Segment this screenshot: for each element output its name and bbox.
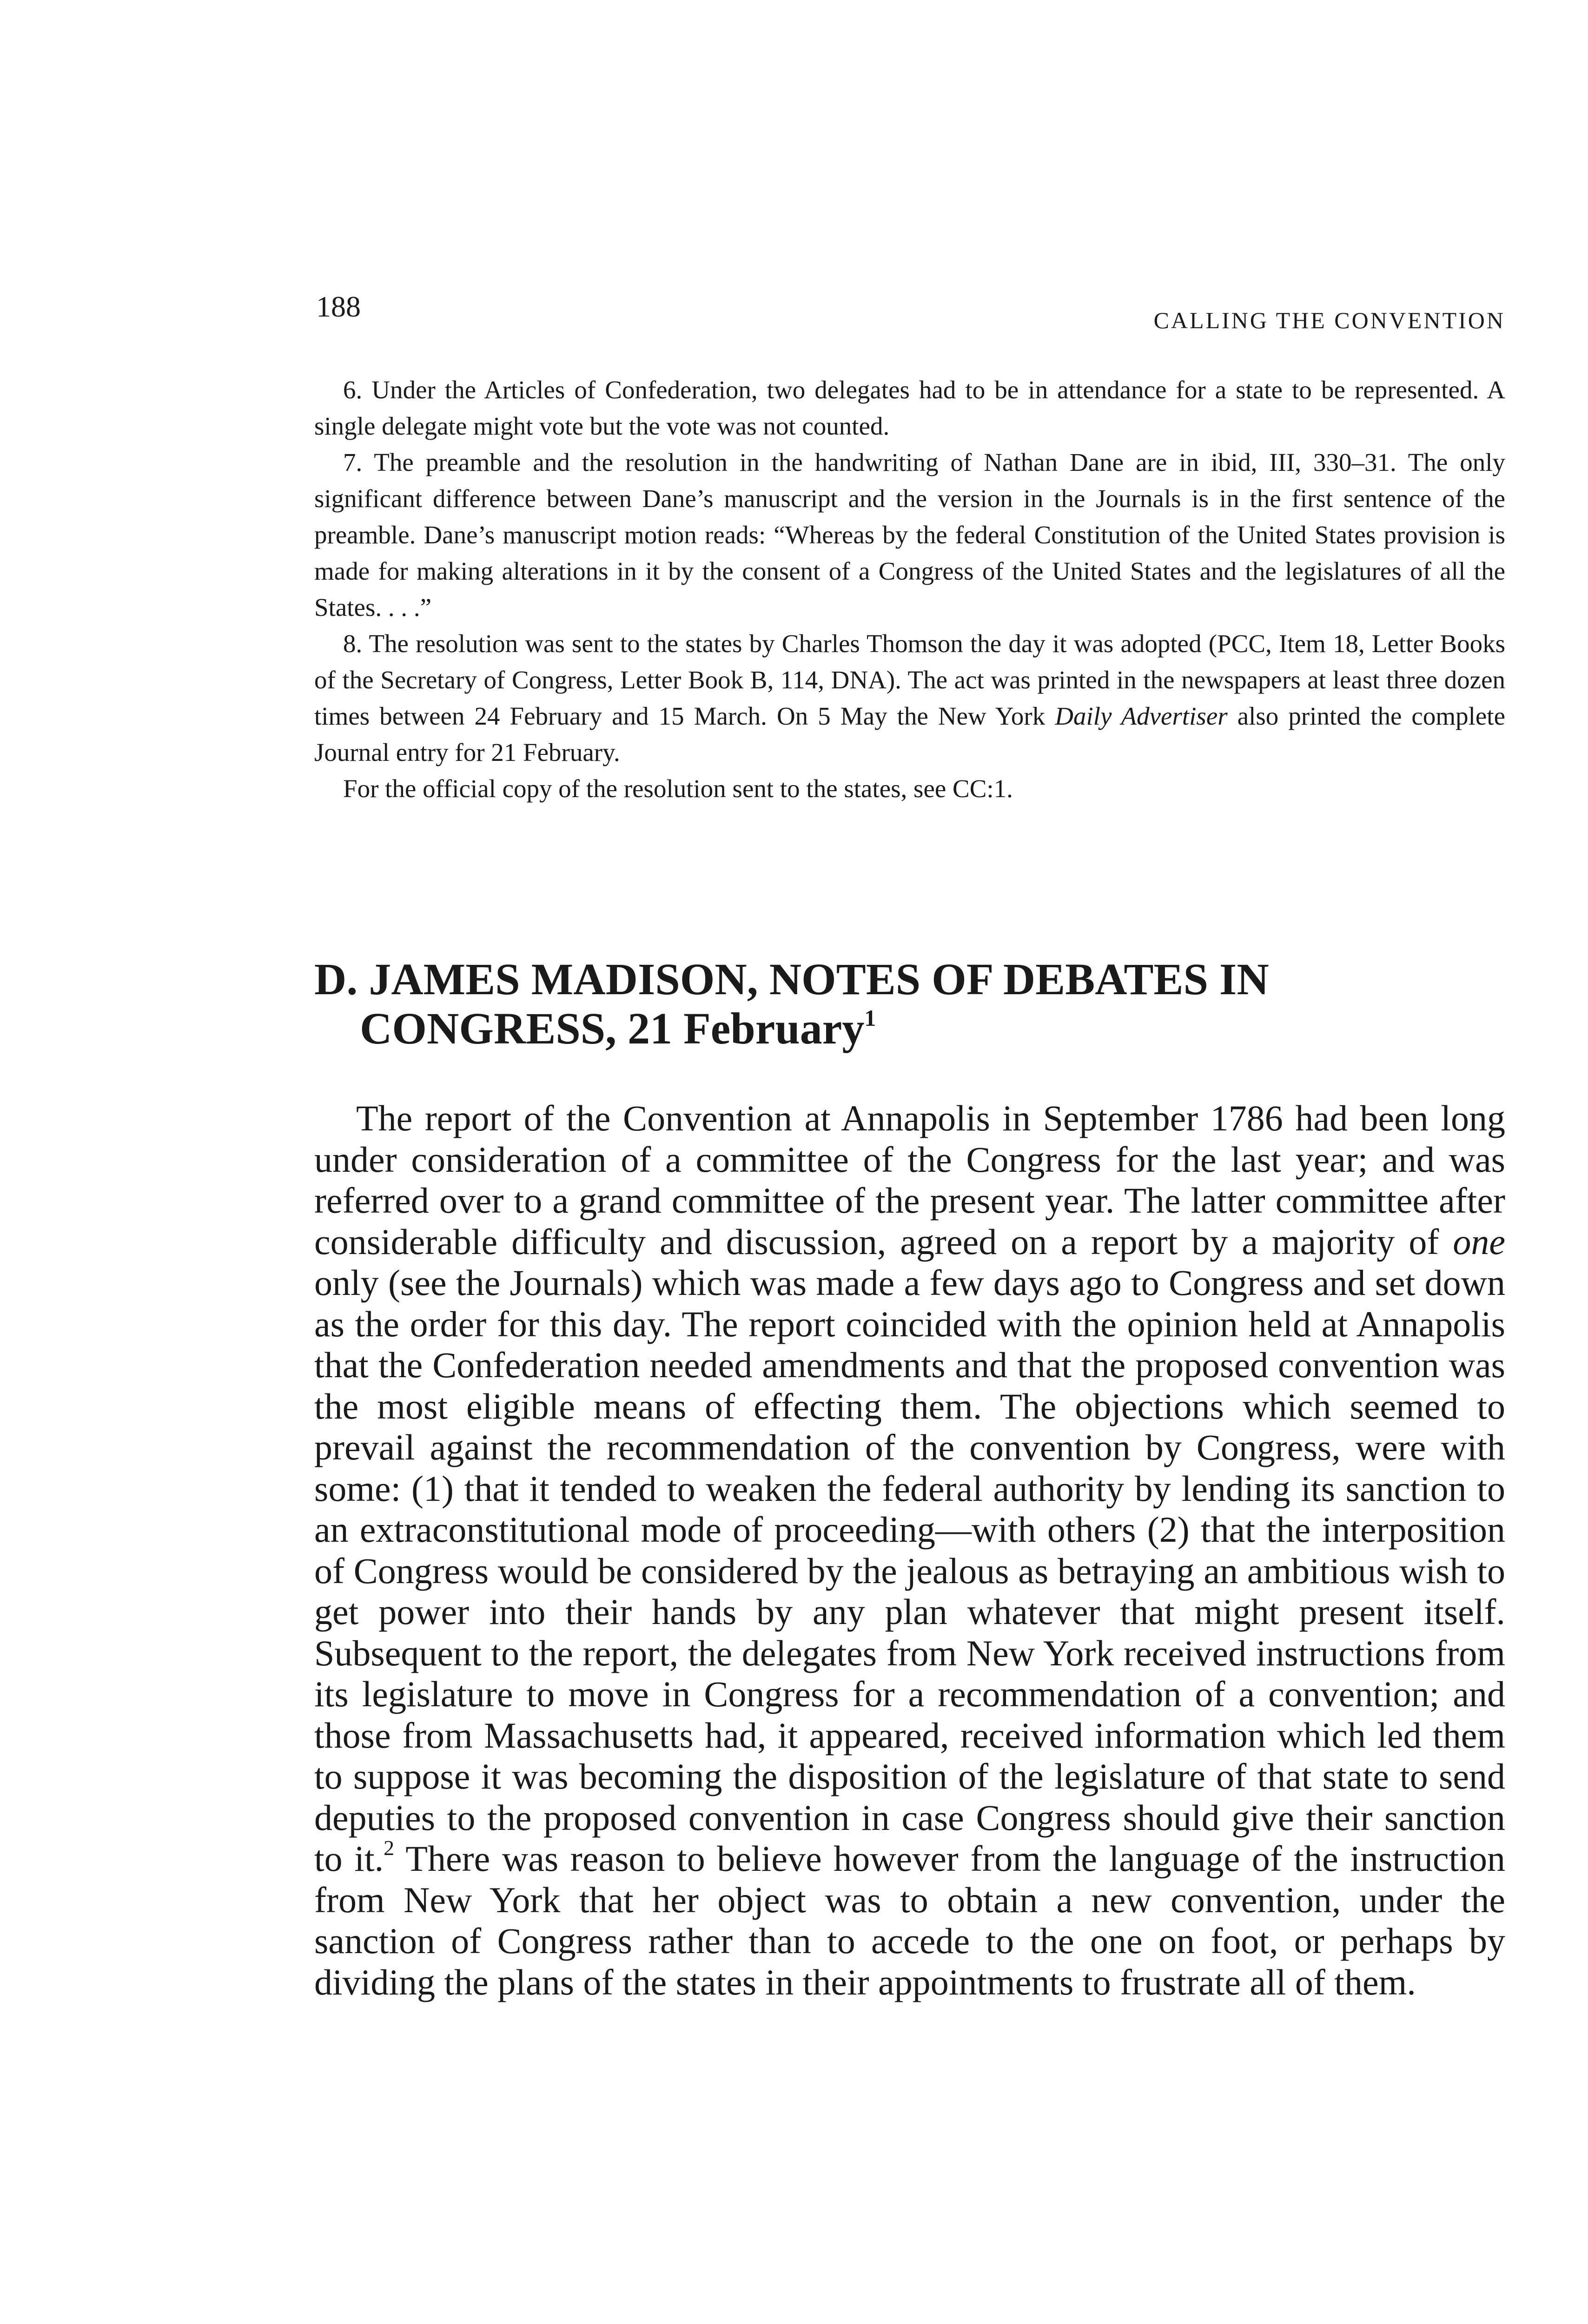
note-8-newspaper-title: Daily Advertiser <box>1055 702 1228 730</box>
footnotes-block <box>314 372 1505 807</box>
note-official-copy: For the official copy of the resolution sent to the states, see CC:1. <box>343 774 1013 803</box>
body-text-b: only (see the Journals) which was made a few days ago to Congress and set down as the order for this day. The report coincided with the opinion held at Annapolis that the Confederation needed amendments and that the proposed convention was the most eligible means of effecting them. The objections which seemed to prevail against the recommendation of the convention by Congress, were with some: (1) that it tended to weaken the federal authority by lending its sanction to an extraconstitutional mode of proceeding—with others (2) that the interposition of Congress would be considered by the jealous as betraying an ambitious wish to get power into their hands by any plan whatever that might present itself. Subsequent to the report, the delegates from New York received instructions from its legislature to move in Congress for a recommendation of a convention; and those from Massachusetts had, it appeared, received information which led them to suppose it was becoming the disposition of the legislature of that state to send deputies to the proposed convention in case Congress should give their sanction to it. <box>314 1262 1505 1879</box>
section-heading-line-1: D. JAMES MADISON, NOTES OF DEBATES IN <box>314 954 1269 1004</box>
note-8 <box>314 626 1505 771</box>
section-heading-footnote-ref: 1 <box>864 1005 876 1031</box>
note-8-text-b: also printed the complete Journal entry for 21 February. <box>314 702 1505 766</box>
section-heading-line-2: CONGRESS, 21 February <box>360 1004 865 1053</box>
body-text <box>314 1098 1505 2003</box>
body-paragraph <box>314 1098 1505 2003</box>
note-8-text-a: 8. The resolution was sent to the states by Charles Thomson the day it was adopted (PCC, Item 18, Letter Books of the Secretary of Congress, Letter Book B, 114, DNA). The act was printed in the newspapers at least three dozen times between 24 February and 15 March. On 5 May the New York <box>314 629 1505 730</box>
running-head: CALLING THE CONVENTION <box>1153 307 1505 333</box>
body-footnote-ref: 2 <box>384 1836 395 1860</box>
section-heading-line-2-wrap <box>314 1004 1505 1053</box>
page-number: 188 <box>316 290 361 323</box>
note-7: 7. The preamble and the resolution in the handwriting of Nathan Dane are in ibid, III, 330–31. The only significant difference between Dane’s manuscript and the version in the Journals is in the first sentence of the preamble. Dane’s manuscript motion reads: “Whereas by the federal Constitution of the United States provision is made for making alterations in it by the consent of a Congress of the United States and the legislatures of all the States. . . .” <box>314 448 1505 621</box>
note-6: 6. Under the Articles of Confederation, two delegates had to be in attendance for a state to be represented. A single delegate might vote but the vote was not counted. <box>314 376 1505 440</box>
section-heading <box>314 955 1505 1053</box>
body-text-emphasis: one <box>1453 1221 1505 1262</box>
body-text-a: The report of the Convention at Annapolis in September 1786 had been long under consideration of a committee of the Congress for the last year; and was referred over to a grand committee of the present year. The latter committee after considerable difficulty and discussion, agreed on a report by a majority of <box>314 1098 1505 1262</box>
body-text-c: There was reason to believe however from the language of the instruction from New York that her object was to obtain a new convention, under the sanction of Congress rather than to accede to the one on foot, or perhaps by dividing the plans of the states in their appointments to frustrate all of them. <box>314 1838 1505 2002</box>
